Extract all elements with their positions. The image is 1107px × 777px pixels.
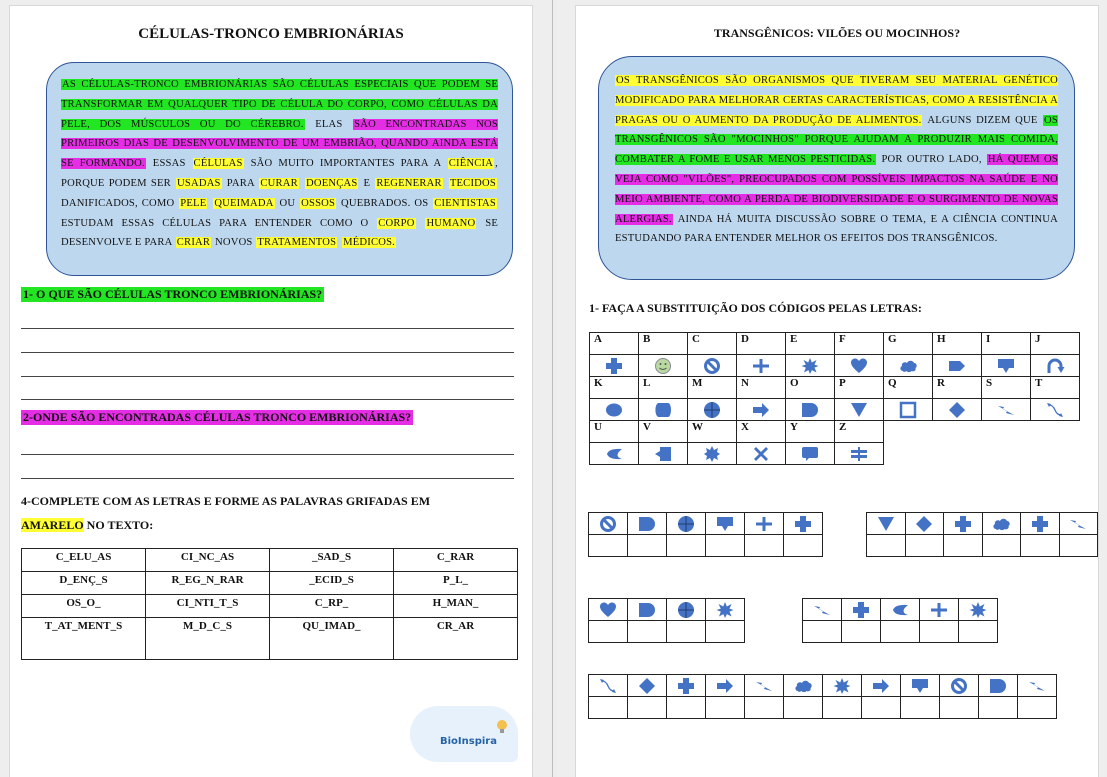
puzzle-symbol [959,599,998,621]
cross-icon [676,677,696,695]
text-run: QUEBRADOS. OS [337,197,433,209]
cloud-icon [793,677,813,695]
highlighted-text: PELE [180,197,207,209]
highlighted-text: REGENERAR [376,177,442,189]
diamond-icon [637,677,657,695]
highlighted-text: SÃO ENCONTRADAS NOS PRIMEIROS DIAS DE DESENVOLVIMENTO DE UM EMBRIÃO, QUANDO AINDA ESTÁ SE FORMANDO. [61,118,499,170]
highlighted-text: CURAR [260,177,298,189]
callout-left-icon [653,445,673,463]
word-row [22,595,518,618]
code-letter: J [1031,333,1080,355]
puzzle-symbol [862,675,901,697]
puzzle-answer-row [867,535,1098,557]
answer-box[interactable] [1059,535,1098,557]
code-letter: Z [835,421,884,443]
code-letter: Y [786,421,835,443]
lightning-icon [996,401,1016,419]
letter-row [590,377,1080,399]
puzzle-symbol [628,675,667,697]
bioinspira-logo [410,706,518,762]
highlighted-text: CÉLULAS [193,158,243,170]
code-symbol [835,355,884,377]
word-cell[interactable]: _SAD_S [270,549,394,572]
answer-box[interactable] [784,697,823,719]
code-symbol [590,355,639,377]
page-divider [552,0,553,777]
heart-icon [598,601,618,619]
circle-cross-icon [702,401,722,419]
text-run: DANIFICADOS, COMO [61,197,179,209]
text-run: POR OUTRO LADO, [877,154,986,166]
puzzle-symbol-row [589,513,823,535]
cross-icon [1030,515,1050,533]
text-run: SE DESENVOLVE E PARA [61,217,498,249]
text-run: OU [275,197,300,209]
puzzle-symbol [667,675,706,697]
answer-box[interactable] [867,535,906,557]
puzzle-answer-row [589,697,1057,719]
puzzle-symbol-row [803,599,998,621]
code-letter: W [688,421,737,443]
puzzle-word-5 [588,674,1057,719]
code-letter: D [737,333,786,355]
code-letter: F [835,333,884,355]
plus-icon [751,357,771,375]
puzzle-symbol [784,513,823,535]
code-symbol [786,355,835,377]
cross-icon [604,357,624,375]
icon-row [590,355,1080,377]
answer-box[interactable] [1021,535,1060,557]
answer-box[interactable] [745,697,784,719]
code-letter: X [737,421,786,443]
puzzle-answer-row [589,535,823,557]
code-letter: H [933,333,982,355]
answer-box[interactable] [944,535,983,557]
right-arrow-icon [751,401,771,419]
lightning-icon [754,677,774,695]
puzzle-symbol [628,513,667,535]
puzzle-answer-row [589,621,745,643]
code-symbol [737,443,786,465]
puzzle-symbol [842,599,881,621]
plus-icon [929,601,949,619]
text-run: PARA [222,177,259,189]
answer-box[interactable] [862,697,901,719]
right-arrow-icon [871,677,891,695]
highlighted-text: CORPO [378,217,415,229]
code-letter: O [786,377,835,399]
code-symbol [835,443,884,465]
moon-icon [890,601,910,619]
starburst-icon [968,601,988,619]
puzzle-symbol [1059,513,1098,535]
callout-down-icon [715,515,735,533]
answer-box[interactable] [982,535,1021,557]
answer-box[interactable] [920,621,959,643]
puzzle-symbol [667,599,706,621]
highlighted-text: DOENÇAS [306,177,358,189]
diamond-icon [914,515,934,533]
puzzle-symbol [803,599,842,621]
delay-shape-icon [637,601,657,619]
puzzle-symbol [944,513,983,535]
code-symbol [590,443,639,465]
text-run [443,178,449,189]
triangle-down-icon [876,515,896,533]
code-letter: K [590,377,639,399]
highlighted-text: CRIAR [176,237,211,249]
answer-box[interactable] [901,697,940,719]
code-letter: G [884,333,933,355]
answer-box[interactable] [628,535,667,557]
answer-box[interactable] [745,535,784,557]
highlighted-text: MÉDICOS. [343,237,396,249]
highlighted-text: AS CÉLULAS-TRONCO EMBRIONÁRIAS SÃO CÉLULAS ESPECIAIS QUE PODEM SE TRANSFORMAR EM QUALQUER TIPO DE CÉLULA DO CORPO, COMO CÉLULAS DA PELE, DOS MÚSCULOS OU DO CÉREBRO. [61,79,498,130]
code-symbol [1031,399,1080,421]
text-run: SÃO MUITO IMPORTANTES PARA A [244,158,447,170]
callout-down-icon [996,357,1016,375]
word-cell[interactable]: _ECID_S [270,572,394,595]
text-run: E [359,177,375,189]
puzzle-symbol-row [867,513,1098,535]
highlighted-text: QUEIMADA [214,197,274,209]
answer-box[interactable] [706,697,745,719]
plus-icon [754,515,774,533]
pentagon-arrow-icon [947,357,967,375]
code-letter: R [933,377,982,399]
cross-icon [851,601,871,619]
word-cell[interactable]: CI_NTI_T_S [146,595,270,618]
x-mark-icon [751,445,771,463]
answer-box[interactable] [667,621,706,643]
text-run: AINDA HÁ MUITA DISCUSSÃO SOBRE O TEMA, E A CIÊNCIA CONTINUA ESTUDANDO PARA ENTENDER MELHOR OS EFEITOS DOS TRANSGÊNICOS. [615,213,1058,245]
code-letter: T [1031,377,1080,399]
text-run [416,218,426,229]
answer-line[interactable] [21,328,514,329]
page-title: TRANSGÊNICOS: VILÕES OU MOCINHOS? [713,26,961,40]
code-letter: B [639,333,688,355]
delay-shape-icon [988,677,1008,695]
puzzle-symbol [982,513,1021,535]
puzzle-symbol [940,675,979,697]
no-symbol-icon [598,515,618,533]
cloud-icon [898,357,918,375]
highlighted-text: TECIDOS [449,177,496,189]
puzzle-symbol [628,599,667,621]
text-run: ESSAS [146,158,192,170]
explosion-icon [702,445,722,463]
word-cell[interactable]: M_D_C_S [146,618,270,660]
highlighted-text: CIÊNCIA [448,158,494,170]
answer-line[interactable] [21,352,514,353]
code-symbol [786,399,835,421]
puzzle-symbol [901,675,940,697]
answer-box[interactable] [589,697,628,719]
puzzle-symbol-row [589,675,1057,697]
word-cell[interactable]: H_MAN_ [394,595,518,618]
word-cell[interactable]: C_RAR [394,549,518,572]
word-row [22,572,518,595]
word-row [22,549,518,572]
moon-icon [604,445,624,463]
answer-box[interactable] [589,621,628,643]
lightning-icon [1027,677,1047,695]
code-symbol [639,355,688,377]
puzzle-symbol [706,513,745,535]
highlighted-text: TRATAMENTOS [257,237,337,249]
answer-box[interactable] [905,535,944,557]
cylinder-icon [653,401,673,419]
word-cell[interactable]: C_RP_ [270,595,394,618]
puzzle-symbol [745,513,784,535]
answer-line[interactable] [21,376,514,377]
answer-line[interactable] [21,399,514,400]
answer-box[interactable] [979,697,1018,719]
text-run: ALGUNS DIZEM QUE [923,114,1043,126]
code-symbol [1031,355,1080,377]
puzzle-symbol [589,513,628,535]
code-symbol [639,399,688,421]
puzzle-symbol [1021,513,1060,535]
answer-box[interactable] [959,621,998,643]
callout-down-icon [910,677,930,695]
word-completion-table [21,548,518,660]
code-symbol [982,399,1031,421]
word-cell[interactable]: CR_AR [394,618,518,660]
code-symbol [884,399,933,421]
circle-cross-icon [676,601,696,619]
code-symbol [933,355,982,377]
puzzle-symbol [905,513,944,535]
highlighted-text: OSSOS [301,197,336,209]
puzzle-word-1 [588,512,823,557]
question-1: 1- O QUE SÃO CÉLULAS TRONCO EMBRIONÁRIAS? [23,287,323,301]
text-run: NOVOS [212,237,256,249]
code-letter: N [737,377,786,399]
answer-box[interactable] [628,621,667,643]
code-letter: M [688,377,737,399]
answer-box[interactable] [667,535,706,557]
answer-box[interactable] [1018,697,1057,719]
code-key-table [589,332,1080,465]
highlighted-text: CIENTISTAS [434,197,496,209]
lightning-icon [812,601,832,619]
highlighted-text: OS TRANSGÊNICOS SÃO "MOCINHOS" PORQUE AJUDAM A PRODUZIR MAIS COMIDA, COMBATER A FOME E USAR MENOS PESTICIDAS. [615,114,1058,166]
delay-shape-icon [637,515,657,533]
puzzle-symbol [706,599,745,621]
starburst-icon [715,601,735,619]
square-frame-icon [898,401,918,419]
delay-shape-icon [800,401,820,419]
word-cell[interactable]: P_L_ [394,572,518,595]
puzzle-symbol [1018,675,1057,697]
question-4-rest: NO TEXTO: [83,518,154,532]
triangle-down-icon [849,401,869,419]
puzzle-word-2 [866,512,1098,557]
word-cell[interactable]: R_EG_N_RAR [146,572,270,595]
word-cell[interactable]: QU_IMAD_ [270,618,394,660]
puzzle-symbol [823,675,862,697]
text-run: ELAS [305,118,353,130]
letter-row [590,333,1080,355]
answer-box[interactable] [803,621,842,643]
answer-box[interactable] [842,621,881,643]
puzzle-answer-row [803,621,998,643]
highlighted-text: USADAS [177,177,221,189]
highlighted-text: HUMANO [426,217,476,229]
word-cell[interactable]: OS_O_ [22,595,146,618]
left-worksheet [10,6,532,777]
question-1: 1- FAÇA A SUBSTITUIÇÃO DOS CÓDIGOS PELAS LETRAS: [589,301,922,315]
code-symbol [688,443,737,465]
starburst-icon [800,357,820,375]
answer-line[interactable] [21,454,514,455]
puzzle-symbol [589,675,628,697]
heart-icon [849,357,869,375]
text-run: ESTUDAM ESSAS CÉLULAS PARA ENTENDER COMO O [61,217,377,229]
code-symbol [688,399,737,421]
code-letter: L [639,377,688,399]
code-symbol [737,355,786,377]
question-4: 4-COMPLETE COM AS LETRAS E FORME AS PALAVRAS GRIFADAS EM [21,494,431,508]
starburst-icon [832,677,852,695]
text-run: , PORQUE PODEM SER [61,158,499,189]
code-letter: I [982,333,1031,355]
answer-box[interactable] [940,697,979,719]
puzzle-symbol [920,599,959,621]
question-4-line2 [21,518,153,533]
curved-arrow-icon [1045,357,1065,375]
puzzle-symbol [745,675,784,697]
code-symbol [933,399,982,421]
icon-row [590,443,1080,465]
letter-row [590,421,1080,443]
puzzle-symbol [979,675,1018,697]
word-cell[interactable]: T_AT_MENT_S [22,618,146,660]
right-arrow-icon [715,677,735,695]
answer-box[interactable] [667,697,706,719]
oval-icon [604,401,624,419]
cross-icon [953,515,973,533]
smiley-icon [653,357,673,375]
double-arrow-icon [1045,401,1065,419]
word-cell[interactable]: C_ELU_AS [22,549,146,572]
highlighted-text: OS TRANSGÊNICOS SÃO ORGANISMOS QUE TIVERAM SEU MATERIAL GENÉTICO MODIFICADO PARA MELHORAR CERTAS CARACTERÍSTICAS, COMO A RESISTÊNCIA A PRAGAS OU O AUMENTO DA PRODUÇÃO DE ALIMENTOS. [615,75,1058,126]
code-symbol [688,355,737,377]
page-title: CÉLULAS-TRONCO EMBRIONÁRIAS [138,26,404,42]
answer-line[interactable] [21,478,514,479]
double-arrow-icon [598,677,618,695]
code-symbol [590,399,639,421]
highlight-word: AMARELO [21,518,84,532]
word-cell[interactable]: D_ENÇ_S [22,572,146,595]
reading-text-box [46,62,513,276]
reading-text-box [598,56,1075,280]
icon-row [590,399,1080,421]
puzzle-symbol [881,599,920,621]
answer-box[interactable] [881,621,920,643]
diamond-icon [947,401,967,419]
puzzle-word-3 [588,598,745,643]
cross-icon [793,515,813,533]
lightning-icon [1068,515,1088,533]
code-symbol [835,399,884,421]
puzzle-symbol [784,675,823,697]
code-letter: C [688,333,737,355]
answer-box[interactable] [784,535,823,557]
puzzle-symbol [867,513,906,535]
puzzle-symbol [589,599,628,621]
circle-cross-icon [676,515,696,533]
puzzle-symbol [706,675,745,697]
code-symbol [884,355,933,377]
code-symbol [786,443,835,465]
answer-box[interactable] [589,535,628,557]
code-letter: V [639,421,688,443]
answer-box[interactable] [823,697,862,719]
code-letter: S [982,377,1031,399]
speech-bubble-icon [800,445,820,463]
answer-box[interactable] [706,621,745,643]
code-letter: A [590,333,639,355]
not-equal-icon [849,445,869,463]
logo-text: BioInspira [440,736,497,747]
word-row [22,618,518,660]
no-symbol-icon [702,357,722,375]
question-2: 2-ONDE SÃO ENCONTRADAS CÉLULAS TRONCO EMBRIONÁRIAS? [23,410,412,424]
highlighted-text: HÁ QUEM OS VEJA COMO "VILÕES", PREOCUPADOS COM POSSÍVEIS IMPACTOS NA SAÚDE E NO MEIO AMBIENTE, COMO A PERDA DE BIODIVERSIDADE E O SURGIMENTO DE NOVAS ALERGIAS. [615,154,1058,225]
puzzle-symbol [667,513,706,535]
puzzle-word-4 [802,598,998,643]
no-symbol-icon [949,677,969,695]
answer-box[interactable] [706,535,745,557]
answer-box[interactable] [628,697,667,719]
code-letter: E [786,333,835,355]
code-letter: Q [884,377,933,399]
right-worksheet [576,6,1098,777]
word-cell[interactable]: CI_NC_AS [146,549,270,572]
code-letter: U [590,421,639,443]
code-symbol [982,355,1031,377]
cloud-icon [991,515,1011,533]
code-letter: P [835,377,884,399]
puzzle-symbol-row [589,599,745,621]
lightbulb-icon [494,718,510,734]
code-symbol [737,399,786,421]
code-symbol [639,443,688,465]
